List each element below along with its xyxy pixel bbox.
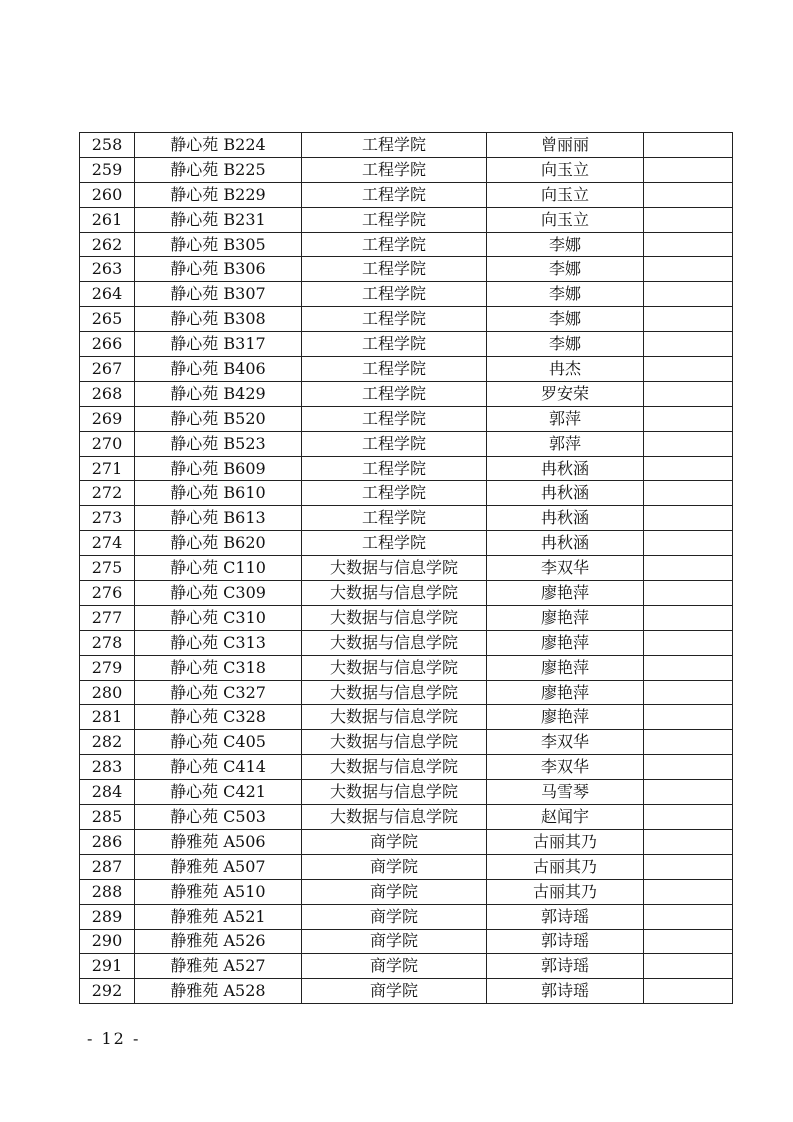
cell-college: 大数据与信息学院 <box>302 605 487 630</box>
cell-name: 马雪琴 <box>487 780 644 805</box>
cell-room: 静心苑 C309 <box>135 581 302 606</box>
cell-name: 李双华 <box>487 730 644 755</box>
cell-number: 289 <box>80 904 135 929</box>
table-row <box>80 979 733 1004</box>
cell-note <box>644 904 733 929</box>
cell-note <box>644 581 733 606</box>
cell-name: 向玉立 <box>487 157 644 182</box>
cell-room: 静心苑 B229 <box>135 182 302 207</box>
cell-note <box>644 133 733 158</box>
cell-room: 静心苑 C110 <box>135 556 302 581</box>
cell-note <box>644 705 733 730</box>
table-row <box>80 954 733 979</box>
cell-number: 277 <box>80 605 135 630</box>
cell-note <box>644 406 733 431</box>
table-row <box>80 232 733 257</box>
cell-name: 廖艳萍 <box>487 680 644 705</box>
cell-room: 静雅苑 A506 <box>135 829 302 854</box>
cell-college: 大数据与信息学院 <box>302 755 487 780</box>
cell-room: 静雅苑 A510 <box>135 879 302 904</box>
cell-note <box>644 257 733 282</box>
table-row <box>80 431 733 456</box>
cell-room: 静心苑 B308 <box>135 307 302 332</box>
cell-room: 静心苑 B429 <box>135 381 302 406</box>
cell-note <box>644 954 733 979</box>
cell-college: 工程学院 <box>302 157 487 182</box>
table-row <box>80 207 733 232</box>
cell-college: 工程学院 <box>302 406 487 431</box>
cell-room: 静心苑 B224 <box>135 133 302 158</box>
cell-number: 291 <box>80 954 135 979</box>
cell-college: 工程学院 <box>302 257 487 282</box>
cell-number: 268 <box>80 381 135 406</box>
cell-name: 李娜 <box>487 307 644 332</box>
cell-college: 大数据与信息学院 <box>302 630 487 655</box>
cell-name: 向玉立 <box>487 182 644 207</box>
cell-note <box>644 481 733 506</box>
cell-college: 工程学院 <box>302 332 487 357</box>
cell-note <box>644 805 733 830</box>
cell-note <box>644 780 733 805</box>
cell-name: 郭诗瑶 <box>487 954 644 979</box>
cell-name: 李双华 <box>487 755 644 780</box>
cell-name: 廖艳萍 <box>487 630 644 655</box>
cell-college: 工程学院 <box>302 381 487 406</box>
cell-college: 工程学院 <box>302 531 487 556</box>
cell-room: 静心苑 B307 <box>135 282 302 307</box>
cell-college: 大数据与信息学院 <box>302 556 487 581</box>
cell-name: 冉杰 <box>487 357 644 382</box>
cell-room: 静心苑 C310 <box>135 605 302 630</box>
cell-number: 279 <box>80 655 135 680</box>
cell-note <box>644 232 733 257</box>
cell-college: 商学院 <box>302 829 487 854</box>
cell-number: 282 <box>80 730 135 755</box>
cell-college: 工程学院 <box>302 207 487 232</box>
table-row <box>80 780 733 805</box>
cell-note <box>644 929 733 954</box>
cell-room: 静雅苑 A526 <box>135 929 302 954</box>
cell-note <box>644 829 733 854</box>
cell-name: 李娜 <box>487 332 644 357</box>
cell-number: 276 <box>80 581 135 606</box>
cell-name: 廖艳萍 <box>487 605 644 630</box>
cell-note <box>644 531 733 556</box>
cell-number: 287 <box>80 854 135 879</box>
table-row <box>80 406 733 431</box>
cell-name: 古丽其乃 <box>487 829 644 854</box>
cell-note <box>644 630 733 655</box>
cell-number: 292 <box>80 979 135 1004</box>
cell-number: 265 <box>80 307 135 332</box>
cell-college: 商学院 <box>302 879 487 904</box>
cell-room: 静心苑 B620 <box>135 531 302 556</box>
cell-number: 290 <box>80 929 135 954</box>
cell-college: 大数据与信息学院 <box>302 581 487 606</box>
cell-name: 曾丽丽 <box>487 133 644 158</box>
cell-college: 商学院 <box>302 979 487 1004</box>
cell-name: 李娜 <box>487 232 644 257</box>
cell-room: 静心苑 C421 <box>135 780 302 805</box>
cell-name: 古丽其乃 <box>487 854 644 879</box>
dormitory-table-container <box>79 132 733 1004</box>
cell-room: 静心苑 B225 <box>135 157 302 182</box>
table-row <box>80 680 733 705</box>
cell-college: 商学院 <box>302 854 487 879</box>
cell-note <box>644 556 733 581</box>
cell-room: 静心苑 B609 <box>135 456 302 481</box>
cell-note <box>644 182 733 207</box>
cell-number: 264 <box>80 282 135 307</box>
table-row <box>80 307 733 332</box>
cell-college: 大数据与信息学院 <box>302 780 487 805</box>
table-row <box>80 481 733 506</box>
cell-room: 静心苑 B406 <box>135 357 302 382</box>
table-row <box>80 506 733 531</box>
cell-college: 工程学院 <box>302 431 487 456</box>
cell-room: 静心苑 B305 <box>135 232 302 257</box>
cell-note <box>644 680 733 705</box>
cell-room: 静雅苑 A527 <box>135 954 302 979</box>
cell-number: 269 <box>80 406 135 431</box>
table-row <box>80 730 733 755</box>
cell-college: 工程学院 <box>302 481 487 506</box>
cell-number: 278 <box>80 630 135 655</box>
cell-note <box>644 979 733 1004</box>
cell-name: 郭诗瑶 <box>487 979 644 1004</box>
cell-name: 李娜 <box>487 257 644 282</box>
cell-note <box>644 730 733 755</box>
table-row <box>80 605 733 630</box>
cell-room: 静心苑 C327 <box>135 680 302 705</box>
cell-name: 廖艳萍 <box>487 655 644 680</box>
cell-college: 工程学院 <box>302 182 487 207</box>
cell-college: 商学院 <box>302 904 487 929</box>
cell-room: 静雅苑 A521 <box>135 904 302 929</box>
table-row <box>80 929 733 954</box>
cell-number: 273 <box>80 506 135 531</box>
cell-college: 工程学院 <box>302 506 487 531</box>
cell-number: 283 <box>80 755 135 780</box>
table-row <box>80 133 733 158</box>
table-row <box>80 705 733 730</box>
cell-name: 李娜 <box>487 282 644 307</box>
cell-college: 大数据与信息学院 <box>302 730 487 755</box>
cell-number: 288 <box>80 879 135 904</box>
cell-name: 郭诗瑶 <box>487 929 644 954</box>
cell-number: 260 <box>80 182 135 207</box>
cell-name: 冉秋涵 <box>487 481 644 506</box>
cell-number: 284 <box>80 780 135 805</box>
table-row <box>80 805 733 830</box>
cell-room: 静心苑 B306 <box>135 257 302 282</box>
cell-name: 郭诗瑶 <box>487 904 644 929</box>
dormitory-assignment-table <box>79 132 733 1004</box>
cell-note <box>644 282 733 307</box>
cell-number: 271 <box>80 456 135 481</box>
table-row <box>80 854 733 879</box>
cell-name: 郭萍 <box>487 406 644 431</box>
cell-room: 静心苑 C503 <box>135 805 302 830</box>
cell-number: 263 <box>80 257 135 282</box>
table-row <box>80 879 733 904</box>
cell-number: 258 <box>80 133 135 158</box>
cell-name: 廖艳萍 <box>487 581 644 606</box>
cell-note <box>644 157 733 182</box>
cell-number: 286 <box>80 829 135 854</box>
cell-college: 大数据与信息学院 <box>302 680 487 705</box>
cell-room: 静心苑 B523 <box>135 431 302 456</box>
cell-name: 李双华 <box>487 556 644 581</box>
table-row <box>80 630 733 655</box>
cell-number: 272 <box>80 481 135 506</box>
cell-note <box>644 207 733 232</box>
cell-number: 270 <box>80 431 135 456</box>
cell-note <box>644 879 733 904</box>
cell-number: 267 <box>80 357 135 382</box>
cell-number: 262 <box>80 232 135 257</box>
cell-number: 280 <box>80 680 135 705</box>
table-row <box>80 829 733 854</box>
cell-college: 工程学院 <box>302 357 487 382</box>
cell-note <box>644 755 733 780</box>
cell-room: 静心苑 B610 <box>135 481 302 506</box>
cell-number: 281 <box>80 705 135 730</box>
table-row <box>80 182 733 207</box>
table-row <box>80 904 733 929</box>
cell-note <box>644 854 733 879</box>
table-row <box>80 332 733 357</box>
table-body <box>80 133 733 1004</box>
cell-room: 静心苑 C414 <box>135 755 302 780</box>
table-row <box>80 456 733 481</box>
table-row <box>80 357 733 382</box>
cell-room: 静心苑 C318 <box>135 655 302 680</box>
cell-name: 郭萍 <box>487 431 644 456</box>
cell-number: 261 <box>80 207 135 232</box>
cell-number: 285 <box>80 805 135 830</box>
cell-room: 静雅苑 A507 <box>135 854 302 879</box>
cell-room: 静心苑 C313 <box>135 630 302 655</box>
cell-note <box>644 655 733 680</box>
cell-note <box>644 357 733 382</box>
cell-name: 冉秋涵 <box>487 531 644 556</box>
cell-note <box>644 332 733 357</box>
page-number: - 12 - <box>87 1029 141 1048</box>
table-row <box>80 581 733 606</box>
cell-name: 冉秋涵 <box>487 506 644 531</box>
cell-room: 静雅苑 A528 <box>135 979 302 1004</box>
cell-college: 商学院 <box>302 954 487 979</box>
cell-college: 工程学院 <box>302 307 487 332</box>
table-row <box>80 282 733 307</box>
cell-name: 赵闻宇 <box>487 805 644 830</box>
cell-college: 商学院 <box>302 929 487 954</box>
table-row <box>80 531 733 556</box>
cell-college: 工程学院 <box>302 232 487 257</box>
cell-number: 275 <box>80 556 135 581</box>
table-row <box>80 381 733 406</box>
cell-note <box>644 506 733 531</box>
cell-room: 静心苑 B231 <box>135 207 302 232</box>
cell-room: 静心苑 B520 <box>135 406 302 431</box>
table-row <box>80 755 733 780</box>
cell-name: 古丽其乃 <box>487 879 644 904</box>
cell-name: 廖艳萍 <box>487 705 644 730</box>
cell-college: 工程学院 <box>302 456 487 481</box>
table-row <box>80 257 733 282</box>
cell-college: 大数据与信息学院 <box>302 805 487 830</box>
cell-college: 大数据与信息学院 <box>302 655 487 680</box>
cell-room: 静心苑 B613 <box>135 506 302 531</box>
cell-name: 向玉立 <box>487 207 644 232</box>
cell-room: 静心苑 B317 <box>135 332 302 357</box>
cell-note <box>644 456 733 481</box>
cell-college: 工程学院 <box>302 282 487 307</box>
cell-college: 工程学院 <box>302 133 487 158</box>
cell-name: 罗安荣 <box>487 381 644 406</box>
cell-note <box>644 605 733 630</box>
cell-note <box>644 381 733 406</box>
table-row <box>80 556 733 581</box>
cell-number: 259 <box>80 157 135 182</box>
cell-room: 静心苑 C328 <box>135 705 302 730</box>
table-row <box>80 655 733 680</box>
table-row <box>80 157 733 182</box>
cell-note <box>644 307 733 332</box>
cell-note <box>644 431 733 456</box>
cell-name: 冉秋涵 <box>487 456 644 481</box>
cell-college: 大数据与信息学院 <box>302 705 487 730</box>
cell-number: 266 <box>80 332 135 357</box>
cell-number: 274 <box>80 531 135 556</box>
cell-room: 静心苑 C405 <box>135 730 302 755</box>
